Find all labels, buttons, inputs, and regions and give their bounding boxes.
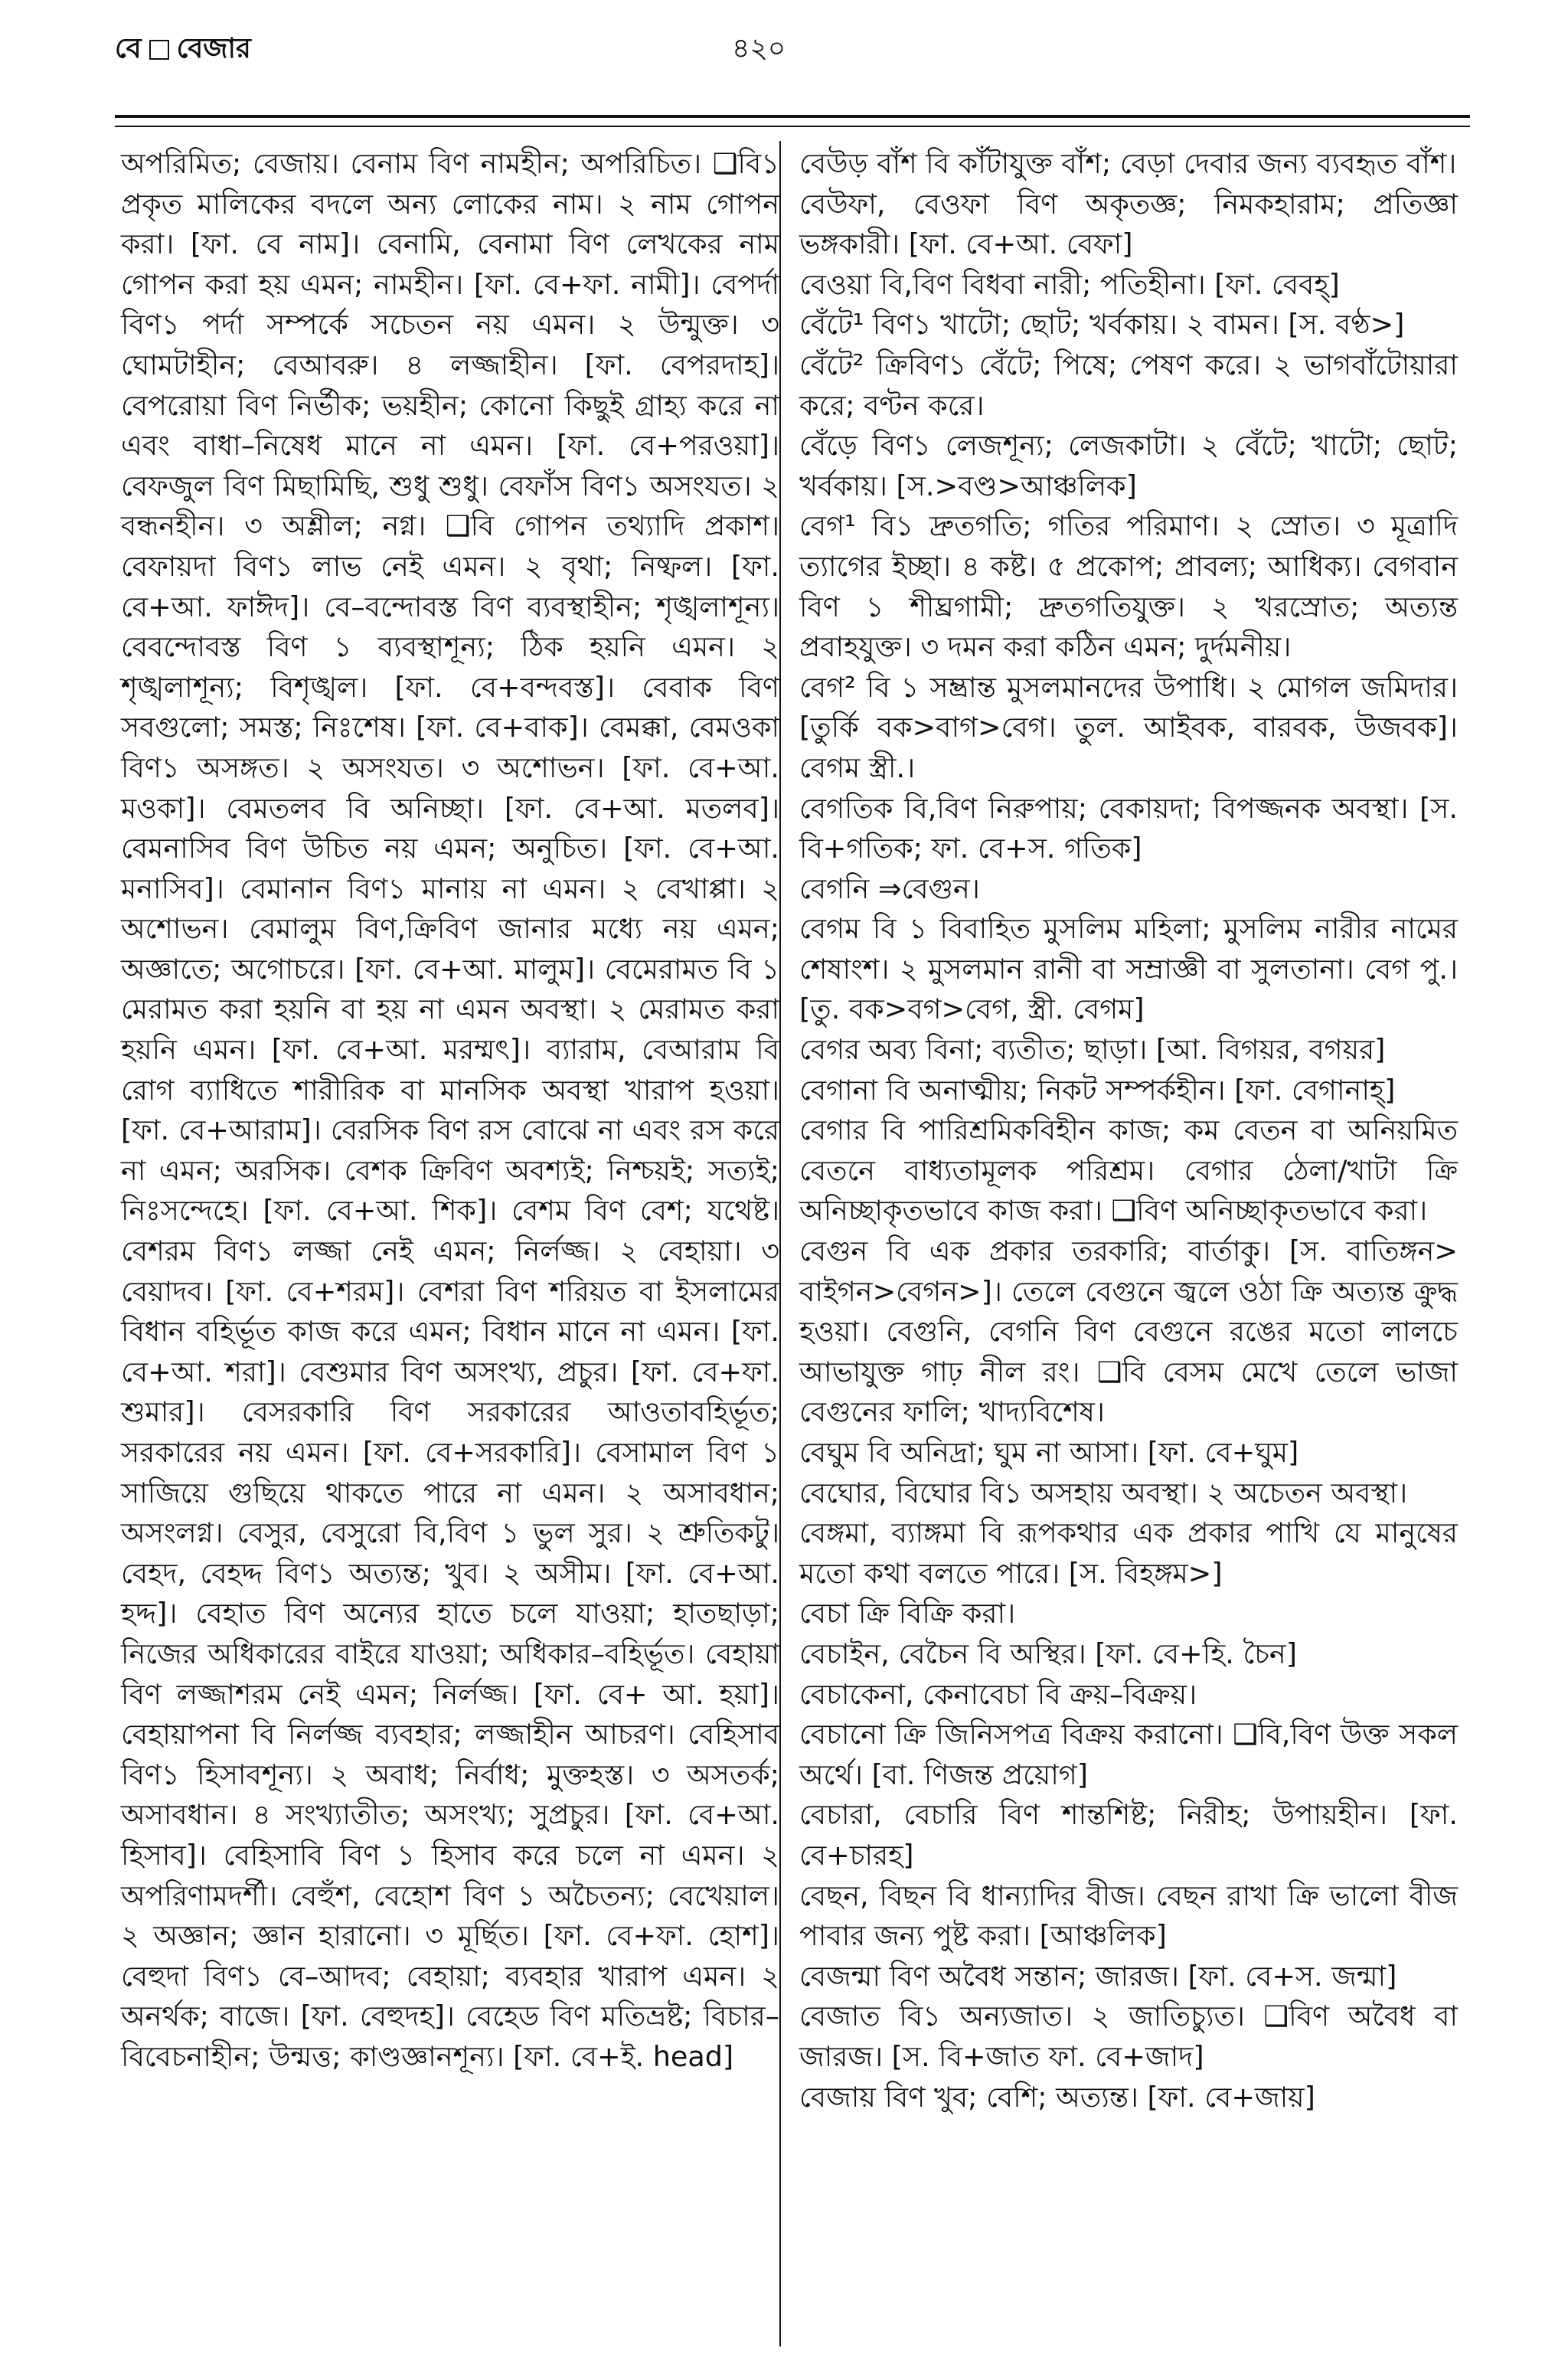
dictionary-entry: বেগুন বি এক প্রকার তরকারি; বার্তাকু। [স. বাতিঙ্গন> বাইগন>বেগন>]। তেলে বেগুনে জ্বলে ওঠা ক্রি অত্যন্ত ক্রুদ্ধ হওয়া। বেগুনি, বেগনি বিণ বেগুনে রঙের মতো লালচে আভাযুক্ত গাঢ় নীল রং। ❑বি বেসম মেখে তেলে ভাজা বেগুনের ফালি; খাদ্যবিশেষ। (799, 1234, 1458, 1429)
dictionary-entry: বেগ¹ বি১ দ্রুতগতি; গতির পরিমাণ। ২ স্রোত। ৩ মূত্রাদি ত্যাগের ইচ্ছা। ৪ কষ্ট। ৫ প্রকোপ; প্রাবল্য; আধিক্য। বেগবান বিণ ১ শীঘ্রগামী; দ্রুতগতিযুক্ত। ২ খরস্রোত; অত্যন্ত প্রবাহযুক্ত। ৩ দমন করা কঠিন এমন; দুর্দমনীয়। (799, 509, 1458, 664)
dictionary-entry: বেচানো ক্রি জিনিসপত্র বিক্রয় করানো। ❑বি,বিণ উক্ত সকল অর্থে। [বা. ণিজন্ত প্রয়োগ] (799, 1718, 1458, 1791)
dictionary-entry: বেউড় বাঁশ বি কাঁটাযুক্ত বাঁশ; বেড়া দেবার জন্য ব্যবহৃত বাঁশ। (799, 147, 1457, 180)
column-divider (779, 141, 781, 2346)
guide-words (115, 28, 251, 74)
dictionary-entry: বেচাকেনা, কেনাবেচা বি ক্রয়–বিক্রয়। (799, 1677, 1197, 1711)
dictionary-entry: বেওয়া বি,বিণ বিধবা নারী; পতিহীনা। [ফা. বেবহ্] (799, 267, 1340, 301)
dictionary-entry: বেঁটে² ক্রিবিণ১ বেঁটে; পিষে; পেষণ করে। ২ ভাগবাঁটোয়ারা করে; বণ্টন করে। (799, 348, 1458, 422)
dictionary-entry: বেঁটে¹ বিণ১ খাটো; ছোট; খর্বকায়। ২ বামন। [স. বণ্ঠ>] (799, 308, 1405, 342)
dictionary-entry: বেজন্মা বিণ অবৈধ সন্তান; জারজ। [ফা. বে+স. জন্মা] (799, 1959, 1397, 1993)
dictionary-entry: বেগার বি পারিশ্রমিকবিহীন কাজ; কম বেতন বা অনিয়মিত বেতনে বাধ্যতামূলক পরিশ্রম। বেগার ঠেলা/খাটা ক্রি অনিচ্ছাকৃতভাবে কাজ করা। ❑বিণ অনিচ্ছাকৃতভাবে করা। (799, 1113, 1458, 1228)
dictionary-entry: বেগম বি ১ বিবাহিত মুসলিম মহিলা; মুসলিম নারীর নামের শেষাংশ। ২ মুসলমান রানী বা সম্রাজ্ঞী বা সুলতানা। বেগ পু.। [তু. বক>বগ>বেগ, স্ত্রী. বেগম] (799, 912, 1458, 1026)
page-number: ৪২০ (732, 33, 786, 64)
left-column (121, 144, 779, 2078)
dictionary-entry: বেঁড়ে বিণ১ লেজশূন্য; লেজকাটা। ২ বেঁটে; খাটো; ছোট; খর্বকায়। [স.>বণ্ড>আঞ্চলিক] (799, 429, 1458, 502)
dictionary-entry: বেচাইন, বেচৈন বি অস্থির। [ফা. বে+হি. চৈন] (799, 1637, 1297, 1670)
dictionary-entry: বেজাত বি১ অন্যজাত। ২ জাতিচ্যুত। ❑বিণ অবৈধ বা জারজ। [স. বি+জাত ফা. বে+জাদ] (799, 2000, 1458, 2073)
guide-word-first: বে (115, 33, 142, 64)
dictionary-entry: বেগানা বি অনাত্মীয়; নিকট সম্পর্কহীন। [ফা. বেগানাহ্] (799, 1073, 1396, 1107)
dictionary-entry: বেচারা, বেচারি বিণ শান্তশিষ্ট; নিরীহ; উপায়হীন। [ফা. বে+চারহ] (799, 1798, 1458, 1872)
dictionary-entry: বেঘোর, বিঘোর বি১ অসহায় অবস্থা। ২ অচেতন অবস্থা। (799, 1476, 1408, 1509)
dictionary-entry: বেঙ্গমা, ব্যাঙ্গমা বি রূপকথার এক প্রকার পাখি যে মানুষের মতো কথা বলতে পারে। [স. বিহঙ্গম>] (799, 1516, 1458, 1590)
dictionary-entry: বেচা ক্রি বিক্রি করা। (799, 1597, 1016, 1630)
dictionary-entry: বেগ² বি ১ সম্ভ্রান্ত মুসলমানদের উপাধি। ২ মোগল জমিদার। [তুর্কি বক>বাগ>বেগ। তুল. আইবক, বারবক, উজবক]। বেগম স্ত্রী.। (799, 670, 1458, 784)
dictionary-entry: বেছন, বিছন বি ধান্যাদির বীজ। বেছন রাখা ক্রি ভালো বীজ পাবার জন্য পুষ্ট করা। [আঞ্চলিক] (799, 1879, 1458, 1953)
dictionary-entry: বেগর অব্য বিনা; ব্যতীত; ছাড়া। [আ. বিগয়র, বগয়র] (799, 1033, 1386, 1067)
right-column (799, 144, 1458, 2117)
dictionary-entry: বেউফা, বেওফা বিণ অকৃতজ্ঞ; নিমকহারাম; প্রতিজ্ঞা ভঙ্গকারী। [ফা. বে+আ. বেফা] (799, 187, 1458, 261)
separator-box-icon (149, 40, 169, 60)
dictionary-entry: বেগতিক বি,বিণ নিরুপায়; বেকায়দা; বিপজ্জনক অবস্থা। [স. বি+গতিক; ফা. বে+স. গতিক] (799, 791, 1458, 865)
page-header (115, 28, 1470, 74)
dictionary-entry: বেজায় বিণ খুব; বেশি; অত্যন্ত। [ফা. বে+জায়] (799, 2080, 1315, 2114)
guide-word-last: বেজার (176, 33, 251, 64)
left-column-text: অপরিমিত; বেজায়। বেনাম বিণ নামহীন; অপরিচিত। ❑বি১ প্রকৃত মালিকের বদলে অন্য লোকের নাম। ২ নাম গোপন করা। [ফা. বে নাম]। বেনামি, বেনামা বিণ লেখকের নাম গোপন করা হয় এমন; নামহীন। [ফা. বে+ফা. নামী]। বেপর্দা বিণ১ পর্দা সম্পর্কে সচেতন নয় এমন। ২ উন্মুক্ত। ৩ ঘোমটাহীন; বেআবরু। ৪ লজ্জাহীন। [ফা. বেপরদাহ]। বেপরোয়া বিণ নির্ভীক; ভয়হীন; কোনো কিছুই গ্রাহ্য করে না এবং বাধা–নিষেধ মানে না এমন। [ফা. বে+পরওয়া]। বেফজুল বিণ মিছামিছি, শুধু শুধু। বেফাঁস বিণ১ অসংযত। ২ বন্ধনহীন। ৩ অশ্লীল; নগ্ন। ❑বি গোপন তথ্যাদি প্রকাশ। বেফায়দা বিণ১ লাভ নেই এমন। ২ বৃথা; নিষ্ফল। [ফা. বে+আ. ফাঈদ]। বে–বন্দোবস্ত বিণ ব্যবস্থাহীন; শৃঙ্খলাশূন্য। বেবন্দোবস্ত বিণ ১ ব্যবস্থাশূন্য; ঠিক হয়নি এমন। ২ শৃঙ্খলাশূন্য; বিশৃঙ্খল। [ফা. বে+বন্দবস্ত]। বেবাক বিণ সবগুলো; সমস্ত; নিঃশেষ। [ফা. বে+বাক]। বেমক্কা, বেমওকা বিণ১ অসঙ্গত। ২ অসংযত। ৩ অশোভন। [ফা. বে+আ. মওকা]। বেমতলব বি অনিচ্ছা। [ফা. বে+আ. মতলব]। বেমনাসিব বিণ উচিত নয় এমন; অনুচিত। [ফা. বে+আ. মনাসিব]। বেমানান বিণ১ মানায় না এমন। ২ বেখাপ্পা। ২ অশোভন। বেমালুম বিণ,ক্রিবিণ জানার মধ্যে নয় এমন; অজ্ঞাতে; অগোচরে। [ফা. বে+আ. মালুম]। বেমেরামত বি ১ মেরামত করা হয়নি বা হয় না এমন অবস্থা। ২ মেরামত করা হয়নি এমন। [ফা. বে+আ. মরম্মৎ]। ব্যারাম, বেআরাম বি রোগ ব্যাধিতে শারীরিক বা মানসিক অবস্থা খারাপ হওয়া। [ফা. বে+আরাম]। বেরসিক বিণ রস বোঝে না এবং রস করে না এমন; অরসিক। বেশক ক্রিবিণ অবশ্যই; নিশ্চয়ই; সত্যই; নিঃসন্দেহে। [ফা. বে+আ. শিক]। বেশম বিণ বেশ; যথেষ্ট। বেশরম বিণ১ লজ্জা নেই এমন; নির্লজ্জ। ২ বেহায়া। ৩ বেয়াদব। [ফা. বে+শরম]। বেশরা বিণ শরিয়ত বা ইসলামের বিধান বহির্ভূত কাজ করে এমন; বিধান মানে না এমন। [ফা. বে+আ. শরা]। বেশুমার বিণ অসংখ্য, প্রচুর। [ফা. বে+ফা. শুমার]। বেসরকারি বিণ সরকারের আওতাবহির্ভূত; সরকারের নয় এমন। [ফা. বে+সরকারি]। বেসামাল বিণ ১ সাজিয়ে গুছিয়ে থাকতে পারে না এমন। ২ অসাবধান; অসংলগ্ন। বেসুর, বেসুরো বি,বিণ ১ ভুল সুর। ২ শ্রুতিকটু। বেহদ, বেহদ্দ বিণ১ অত্যন্ত; খুব। ২ অসীম। [ফা. বে+আ. হদ্দ]। বেহাত বিণ অন্যের হাতে চলে যাওয়া; হাতছাড়া; নিজের অধিকারের বাইরে যাওয়া; অধিকার–বহির্ভূত। বেহায়া বিণ লজ্জাশরম নেই এমন; নির্লজ্জ। [ফা. বে+ আ. হয়া]। বেহায়াপনা বি নির্লজ্জ ব্যবহার; লজ্জাহীন আচরণ। বেহিসাব বিণ১ হিসাবশূন্য। ২ অবাধ; নির্বাধ; মুক্তহস্ত। ৩ অসতর্ক; অসাবধান। ৪ সংখ্যাতীত; অসংখ্য; সুপ্রচুর। [ফা. বে+আ. হিসাব]। বেহিসাবি বিণ ১ হিসাব করে চলে না এমন। ২ অপরিণামদর্শী। বেহুঁশ, বেহোশ বিণ ১ অচৈতন্য; বেখেয়াল। ২ অজ্ঞান; জ্ঞান হারানো। ৩ মূর্ছিত। [ফা. বে+ফা. হোশ]। বেহুদা বিণ১ বে–আদব; বেহায়া; ব্যবহার খারাপ এমন। ২ অনর্থক; বাজে। [ফা. বেহুদহ]। বেহেড বিণ মতিভ্রষ্ট; বিচার–বিবেচনাহীন; উন্মত্ত; কাণ্ডজ্ঞানশূন্য। [ফা. বে+ই. head] (121, 147, 779, 2073)
dictionary-entry: বেগনি ⇒বেগুন। (799, 871, 980, 905)
header-rule (115, 115, 1470, 127)
dictionary-entry: বেঘুম বি অনিদ্রা; ঘুম না আসা। [ফা. বে+ঘুম] (799, 1436, 1299, 1469)
